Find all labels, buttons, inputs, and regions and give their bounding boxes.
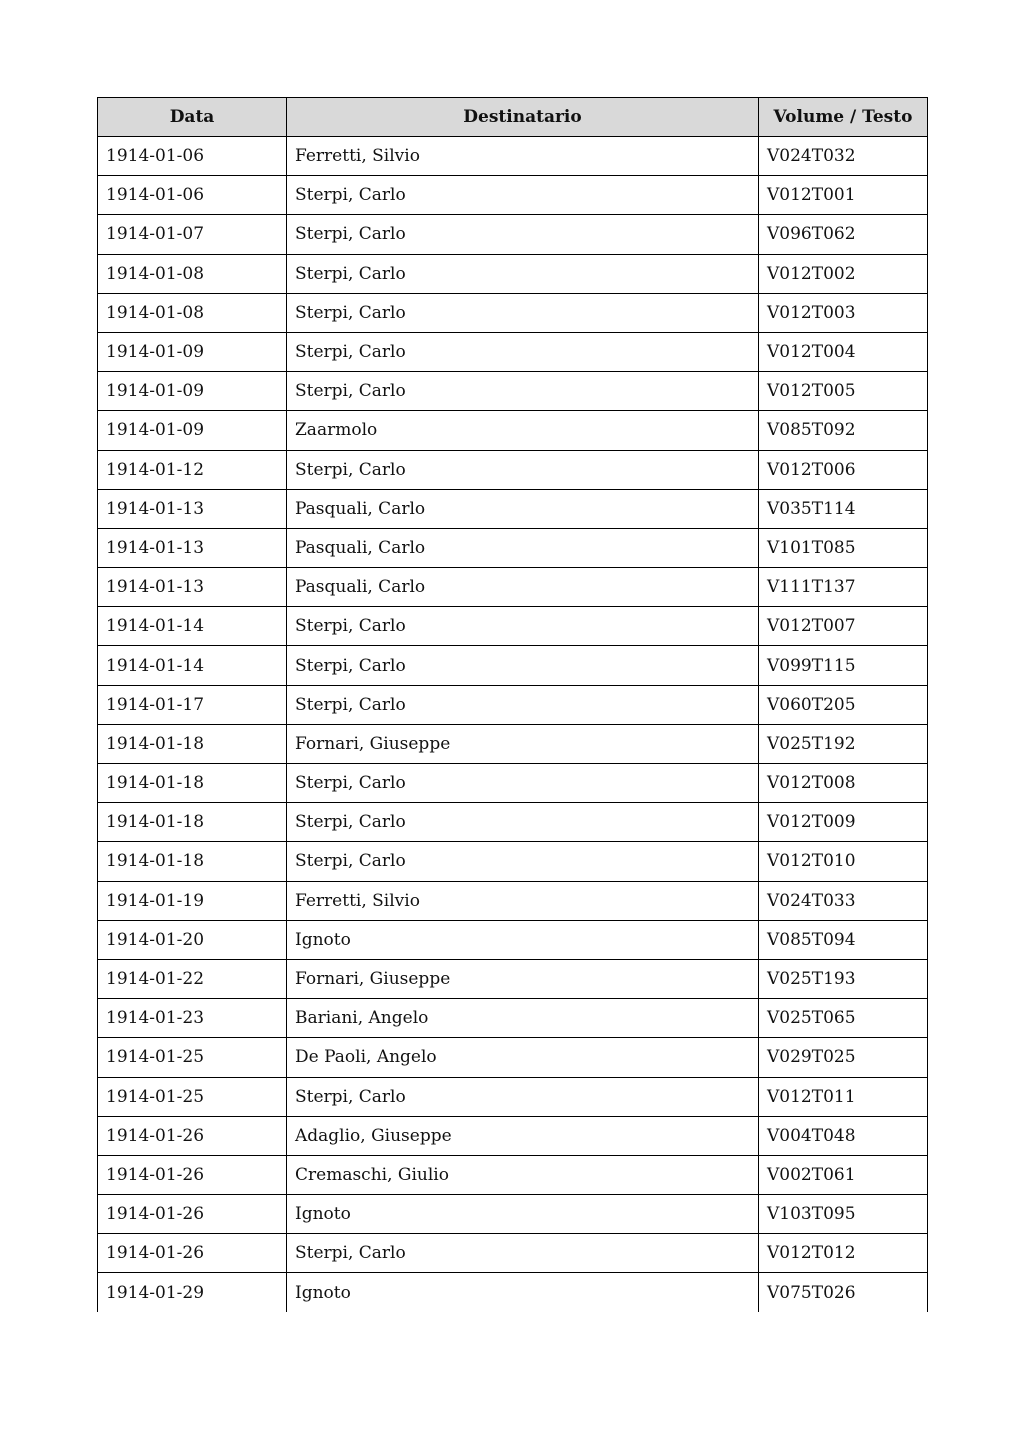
cell-recipient: Sterpi, Carlo xyxy=(287,1234,759,1273)
cell-date: 1914-01-22 xyxy=(98,959,287,998)
cell-date: 1914-01-23 xyxy=(98,999,287,1038)
cell-recipient: Sterpi, Carlo xyxy=(287,450,759,489)
table-row xyxy=(98,568,928,607)
cell-date: 1914-01-09 xyxy=(98,372,287,411)
cell-date: 1914-01-14 xyxy=(98,607,287,646)
cell-volume: V012T003 xyxy=(759,293,928,332)
cell-volume: V012T008 xyxy=(759,764,928,803)
table-row xyxy=(98,254,928,293)
table-row xyxy=(98,724,928,763)
cell-volume: V060T205 xyxy=(759,685,928,724)
table-row xyxy=(98,215,928,254)
cell-volume: V025T193 xyxy=(759,959,928,998)
cell-recipient: De Paoli, Angelo xyxy=(287,1038,759,1077)
cell-date: 1914-01-12 xyxy=(98,450,287,489)
cell-date: 1914-01-26 xyxy=(98,1155,287,1194)
cell-date: 1914-01-18 xyxy=(98,764,287,803)
cell-recipient: Sterpi, Carlo xyxy=(287,607,759,646)
cell-recipient: Fornari, Giuseppe xyxy=(287,959,759,998)
table-row xyxy=(98,372,928,411)
cell-volume: V012T011 xyxy=(759,1077,928,1116)
cell-recipient: Sterpi, Carlo xyxy=(287,764,759,803)
column-header-date: Data xyxy=(98,98,287,137)
table-row xyxy=(98,1234,928,1273)
cell-date: 1914-01-19 xyxy=(98,881,287,920)
cell-recipient: Sterpi, Carlo xyxy=(287,685,759,724)
table-row xyxy=(98,528,928,567)
table-header-row xyxy=(98,98,928,137)
table-row xyxy=(98,176,928,215)
cell-date: 1914-01-13 xyxy=(98,528,287,567)
cell-date: 1914-01-26 xyxy=(98,1116,287,1155)
cell-date: 1914-01-26 xyxy=(98,1234,287,1273)
cell-date: 1914-01-06 xyxy=(98,137,287,176)
cell-date: 1914-01-14 xyxy=(98,646,287,685)
cell-recipient: Ignoto xyxy=(287,920,759,959)
table-row xyxy=(98,685,928,724)
cell-volume: V096T062 xyxy=(759,215,928,254)
cell-volume: V012T012 xyxy=(759,1234,928,1273)
table-row xyxy=(98,450,928,489)
table-row xyxy=(98,1273,928,1312)
cell-recipient: Sterpi, Carlo xyxy=(287,293,759,332)
table-row xyxy=(98,1116,928,1155)
cell-date: 1914-01-17 xyxy=(98,685,287,724)
cell-recipient: Pasquali, Carlo xyxy=(287,489,759,528)
table-row xyxy=(98,842,928,881)
cell-recipient: Sterpi, Carlo xyxy=(287,215,759,254)
cell-volume: V012T006 xyxy=(759,450,928,489)
table-row xyxy=(98,607,928,646)
cell-date: 1914-01-18 xyxy=(98,842,287,881)
cell-volume: V035T114 xyxy=(759,489,928,528)
cell-volume: V002T061 xyxy=(759,1155,928,1194)
cell-recipient: Cremaschi, Giulio xyxy=(287,1155,759,1194)
cell-date: 1914-01-06 xyxy=(98,176,287,215)
table-row xyxy=(98,1155,928,1194)
cell-volume: V101T085 xyxy=(759,528,928,567)
table-row xyxy=(98,411,928,450)
cell-volume: V012T009 xyxy=(759,803,928,842)
cell-recipient: Fornari, Giuseppe xyxy=(287,724,759,763)
cell-recipient: Sterpi, Carlo xyxy=(287,254,759,293)
table-row xyxy=(98,1038,928,1077)
cell-volume: V004T048 xyxy=(759,1116,928,1155)
cell-recipient: Ferretti, Silvio xyxy=(287,137,759,176)
cell-recipient: Adaglio, Giuseppe xyxy=(287,1116,759,1155)
cell-recipient: Sterpi, Carlo xyxy=(287,372,759,411)
table-body xyxy=(98,137,928,1313)
cell-date: 1914-01-25 xyxy=(98,1077,287,1116)
cell-recipient: Sterpi, Carlo xyxy=(287,842,759,881)
column-header-recipient: Destinatario xyxy=(287,98,759,137)
cell-volume: V085T092 xyxy=(759,411,928,450)
cell-volume: V025T192 xyxy=(759,724,928,763)
cell-volume: V024T032 xyxy=(759,137,928,176)
cell-date: 1914-01-18 xyxy=(98,803,287,842)
cell-recipient: Ferretti, Silvio xyxy=(287,881,759,920)
cell-date: 1914-01-08 xyxy=(98,254,287,293)
cell-volume: V029T025 xyxy=(759,1038,928,1077)
cell-recipient: Sterpi, Carlo xyxy=(287,1077,759,1116)
cell-date: 1914-01-07 xyxy=(98,215,287,254)
table-row xyxy=(98,764,928,803)
cell-recipient: Pasquali, Carlo xyxy=(287,528,759,567)
table-row xyxy=(98,1077,928,1116)
cell-date: 1914-01-09 xyxy=(98,332,287,371)
cell-recipient: Ignoto xyxy=(287,1195,759,1234)
table-row xyxy=(98,959,928,998)
cell-recipient: Pasquali, Carlo xyxy=(287,568,759,607)
cell-date: 1914-01-18 xyxy=(98,724,287,763)
table-row xyxy=(98,646,928,685)
cell-volume: V024T033 xyxy=(759,881,928,920)
cell-recipient: Zaarmolo xyxy=(287,411,759,450)
cell-volume: V012T007 xyxy=(759,607,928,646)
cell-date: 1914-01-13 xyxy=(98,568,287,607)
table-row xyxy=(98,137,928,176)
cell-volume: V085T094 xyxy=(759,920,928,959)
cell-date: 1914-01-09 xyxy=(98,411,287,450)
cell-volume: V012T010 xyxy=(759,842,928,881)
cell-recipient: Sterpi, Carlo xyxy=(287,803,759,842)
table-row xyxy=(98,293,928,332)
cell-volume: V012T005 xyxy=(759,372,928,411)
table-row xyxy=(98,920,928,959)
cell-date: 1914-01-26 xyxy=(98,1195,287,1234)
table-row xyxy=(98,999,928,1038)
table-row xyxy=(98,1195,928,1234)
table-row xyxy=(98,332,928,371)
cell-date: 1914-01-08 xyxy=(98,293,287,332)
table-row xyxy=(98,803,928,842)
cell-date: 1914-01-25 xyxy=(98,1038,287,1077)
cell-recipient: Sterpi, Carlo xyxy=(287,646,759,685)
cell-volume: V012T004 xyxy=(759,332,928,371)
cell-volume: V103T095 xyxy=(759,1195,928,1234)
table-row xyxy=(98,881,928,920)
cell-volume: V111T137 xyxy=(759,568,928,607)
cell-volume: V025T065 xyxy=(759,999,928,1038)
letters-table xyxy=(97,97,928,1312)
cell-recipient: Ignoto xyxy=(287,1273,759,1312)
cell-date: 1914-01-29 xyxy=(98,1273,287,1312)
cell-volume: V099T115 xyxy=(759,646,928,685)
column-header-volume: Volume / Testo xyxy=(759,98,928,137)
cell-volume: V012T001 xyxy=(759,176,928,215)
cell-recipient: Sterpi, Carlo xyxy=(287,332,759,371)
cell-date: 1914-01-13 xyxy=(98,489,287,528)
table-row xyxy=(98,489,928,528)
cell-volume: V012T002 xyxy=(759,254,928,293)
cell-recipient: Sterpi, Carlo xyxy=(287,176,759,215)
cell-recipient: Bariani, Angelo xyxy=(287,999,759,1038)
cell-date: 1914-01-20 xyxy=(98,920,287,959)
cell-volume: V075T026 xyxy=(759,1273,928,1312)
